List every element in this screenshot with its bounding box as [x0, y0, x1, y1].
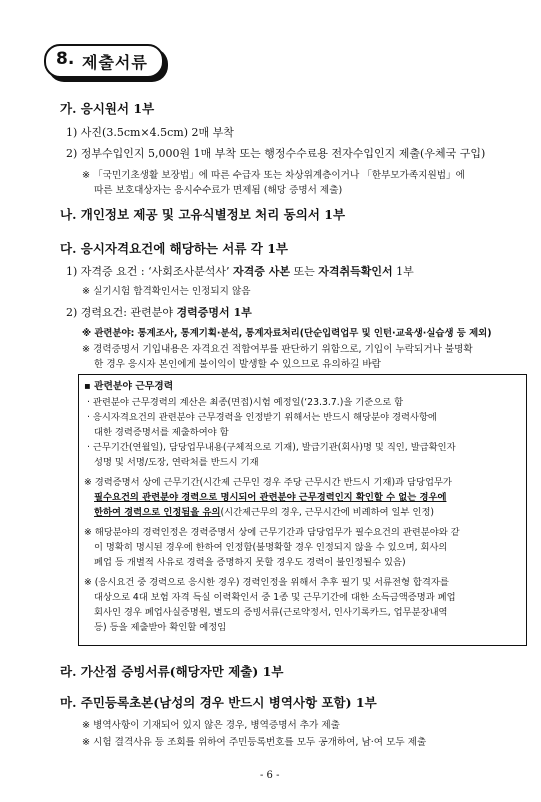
da-note-3-line2: 한 경우 응시자 본인에게 불이익이 발생할 수 있으므로 유의하길 바람: [94, 359, 381, 370]
box-note-2-line3: 폐업 등 개별적 사유로 경력을 증명하지 못할 경우도 경력이 불인정될수 있음): [94, 557, 406, 568]
section-header: [44, 44, 164, 78]
box-bullet-1: · 관련분야 근무경력의 계산은 최종(면접)시험 예정일(‘23.3.7.)을 기준으로 함: [87, 397, 404, 408]
da-note-2: ※ 관련분야: 통계조사, 통계기획·분석, 통계자료처리(단순입력업무 및 인턴·교육생·실습생 등 제외): [82, 328, 492, 339]
box-note-1-line3: 한하여 경력으로 인정됨을 유의(시간제근무의 경우, 근무시간에 비례하여 일부 인정): [94, 507, 435, 518]
heading-ga: 가. 응시원서 1부: [60, 101, 155, 116]
da-note-3-line1: ※ 경력증명서 기입내용은 자격요건 적합여부를 판단하기 위함으로, 기입이 누락되거나 불명확: [82, 344, 473, 355]
ma-note-1: ※ 병역사항이 기재되어 있지 않은 경우, 병역증명서 추가 제출: [82, 720, 340, 731]
ga-note-1-line2: 따른 보호대상자는 응시수수료가 면제됨 (해당 증명서 제출): [94, 185, 343, 196]
box-note-2-line2: 이 명확히 명시된 경우에 한하여 인정함(불명확할 경우 인정되지 않을 수 있으며, 회사의: [94, 542, 448, 553]
heading-na: 나. 개인정보 제공 및 고유식별정보 처리 동의서 1부: [60, 207, 346, 222]
da-item-1: 1) 자격증 요건 : ‘사회조사분석사’ 자격증 사본 또는 자격취득확인서 1부: [66, 265, 414, 278]
ma-note-2: ※ 시험 결격사유 등 조회를 위하여 주민등록번호를 모두 공개하여, 남·여 모두 제출: [82, 737, 427, 748]
box-note-1-line2: 필수요건의 관련분야 경력으로 명시되어 관련분야 근무경력인지 확인할 수 없는 경우에: [94, 492, 447, 503]
career-info-box: [78, 374, 527, 646]
da-note-1: ※ 실기시험 합격확인서는 인정되지 않음: [82, 286, 251, 297]
box-bullet-2-line2: 대한 경력증명서를 제출하여야 함: [94, 427, 229, 438]
heading-da: 다. 응시자격요건에 해당하는 서류 각 1부: [60, 241, 289, 256]
box-bullet-3-line1: · 근무기간(연월일), 담당업무내용(구체적으로 기재), 발급기관(회사)명 및 직인, 발급확인자: [87, 442, 456, 453]
box-bullet-3-line2: 성명 및 서명/도장, 연락처를 반드시 기재: [94, 457, 259, 468]
box-note-3-line2: 대상으로 4대 보험 자격 득실 이력확인서 중 1종 및 근무기간에 대한 소득금액증명과 폐업: [94, 592, 456, 603]
box-note-3-line4: 등) 등을 제출받아 확인할 예정임: [94, 622, 227, 633]
ga-item-1: 1) 사진(3.5cm×4.5cm) 2매 부착: [66, 126, 234, 139]
box-note-2-line1: ※ 해당분야의 경력인정은 경력증명서 상에 근무기간과 담당업무가 필수요건의 관련분야와 같: [84, 527, 460, 538]
ga-note-1-line1: ※ 「국민기초생활 보장법」에 따른 수급자 또는 차상위계층이거나 「한부모가족지원법」에: [82, 170, 465, 181]
box-note-3-line1: ※ (응시요건 중 경력으로 응시한 경우) 경력인정을 위해서 추후 필기 및 서류전형 합격자를: [84, 577, 449, 588]
section-number: 8.: [56, 49, 75, 69]
da-item-2: 2) 경력요건: 관련분야 경력증명서 1부: [66, 306, 252, 319]
heading-ra: 라. 가산점 증빙서류(해당자만 제출) 1부: [60, 664, 284, 679]
heading-ma: 마. 주민등록초본(남성의 경우 반드시 병역사항 포함) 1부: [60, 695, 377, 710]
section-title: 제출서류: [82, 53, 148, 72]
box-note-3-line3: 회사인 경우 폐업사실증명원, 별도의 증빙서류(근로약정서, 인사기록카드, 업무분장내역: [94, 607, 448, 618]
box-title: ▪ 관련분야 근무경력: [84, 381, 174, 392]
box-note-1-line1: ※ 경력증명서 상에 근무기간(시간제 근무인 경우 주당 근무시간 반드시 기재)과 담당업무가: [84, 477, 452, 488]
box-bullet-2-line1: · 응시자격요건의 관련분야 근무경력을 인정받기 위해서는 반드시 해당분야 경력사항에: [87, 412, 437, 423]
page-number: - 6 -: [260, 770, 280, 781]
ga-item-2: 2) 정부수입인지 5,000원 1매 부착 또는 행정수수료용 전자수입인지 제출(우체국 구입): [66, 147, 486, 160]
